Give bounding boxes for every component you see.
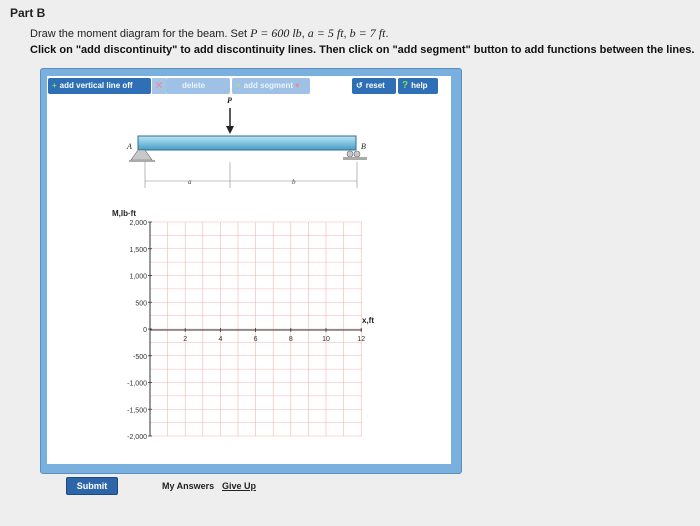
x-tick-label: 6 [253,336,258,343]
load-label: P [227,96,232,105]
x-tick-label: 12 [357,336,366,343]
delete-label: delete [182,81,206,90]
instruction-text: Click on "add discontinuity" to add discontinuity lines. Then click on "add segment" button to add functions between the lines. [30,44,695,56]
roller-icon [354,151,360,157]
x-tick-label: 10 [322,336,330,343]
x-tick-label: 8 [288,336,293,343]
dropdown-arrow-icon: ▾ [295,81,300,90]
delete-x-icon[interactable]: ✕ [152,78,166,94]
y-tick-label: 500 [135,300,147,308]
y-tick-label: 1,500 [129,246,147,254]
plus-icon: + [52,81,57,90]
y-tick-label: -1,000 [127,380,147,388]
prompt-lead: Draw the moment diagram for the beam. Set [30,28,251,40]
dim-b-label: b [292,178,296,186]
x-tick-label: 4 [218,336,223,343]
add-segment-label: add segment [243,81,294,90]
x-tick-label: 2 [183,336,188,343]
y-tick-label: -500 [132,353,147,361]
support-b-base [343,157,367,160]
roller-icon [347,151,353,157]
support-b-label: B [361,142,366,151]
add-vertical-label: add vertical line off [59,81,133,90]
beam [138,136,356,150]
help-icon: ? [402,80,409,91]
support-a-base [129,160,155,162]
load-arrow-head-icon [226,126,234,134]
problem-prompt: Draw the moment diagram for the beam. Set P = 600 lb, a = 5 ft, b = 7 ft. [30,26,389,40]
x-axis-label: x,ft [362,316,374,325]
dim-a-label: a [188,178,192,186]
part-title: Part B [10,6,46,20]
y-tick-label: 2,000 [129,220,147,227]
submit-button[interactable]: Submit [66,477,118,495]
y-axis-label: M,lb·ft [112,209,136,218]
a-value: a = 5 ft [307,26,344,40]
help-label: help [411,81,428,90]
pin-support-icon [131,150,152,160]
my-answers-link[interactable]: My Answers [162,481,215,491]
y-tick-label: 0 [143,327,147,334]
support-a-label: A [127,142,132,151]
b-value: b = 7 ft [349,26,386,40]
reset-icon: ↺ [356,81,363,90]
y-tick-label: -2,000 [127,434,147,441]
y-tick-label: -1,500 [127,407,147,415]
plus-icon: + [236,81,241,90]
y-ticks [127,220,152,441]
y-tick-label: 1,000 [129,273,147,281]
give-up-link[interactable]: Give Up [222,481,257,491]
p-value: P = 600 lb [250,26,302,40]
reset-label: reset [365,81,385,90]
